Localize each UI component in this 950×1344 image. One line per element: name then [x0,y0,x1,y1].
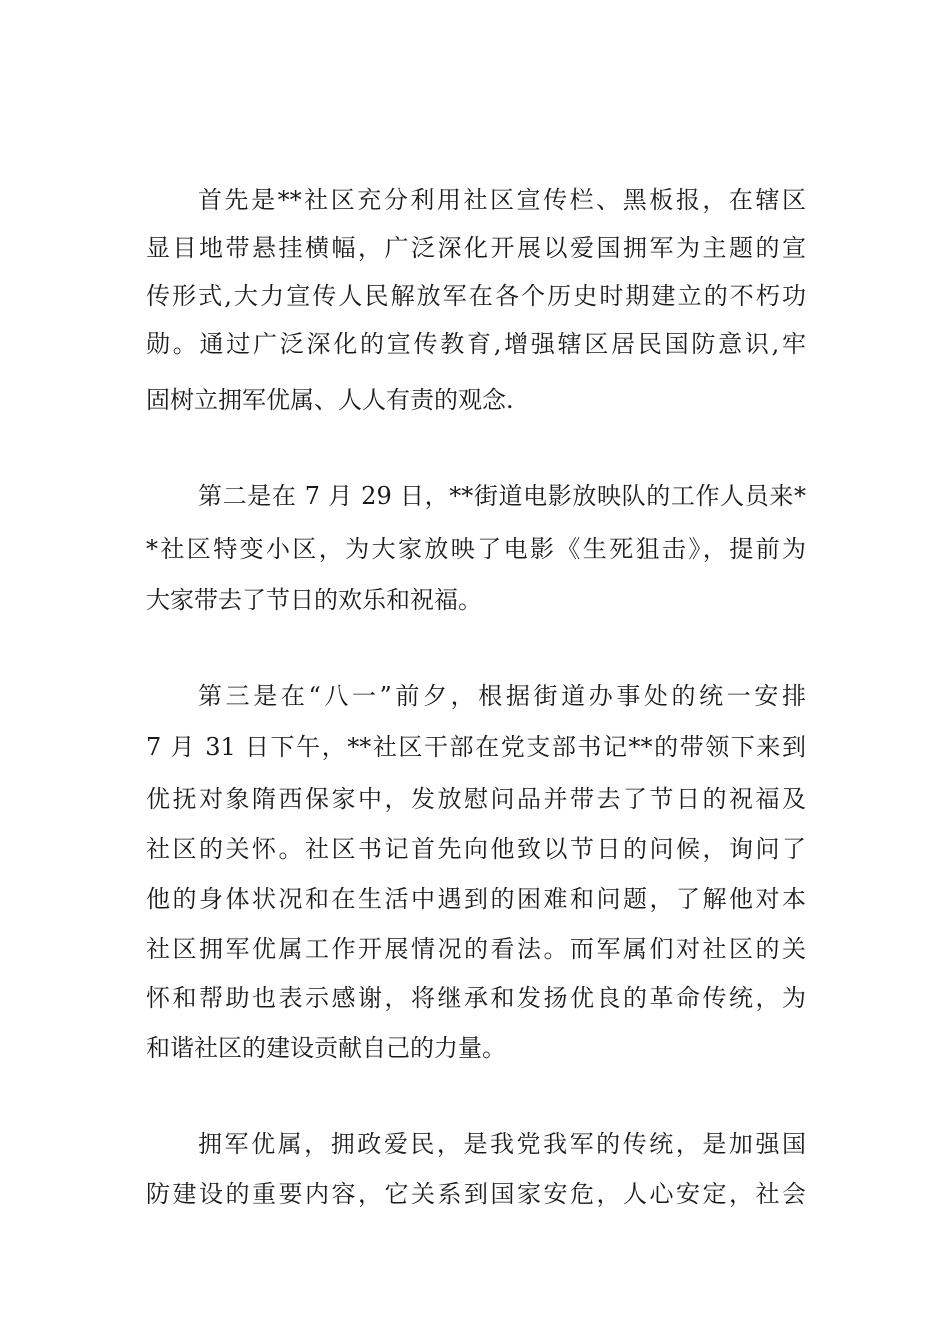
paragraph-line: 7 月 31 日下午，**社区干部在党支部书记**的带领下来到 [146,733,806,761]
paragraph-line: 优抚对象隋西保家中，发放慰问品并带去了节日的祝福及 [146,785,806,813]
paragraph-line: 第二是在 7 月 29 日，**街道电影放映队的工作人员来* [198,482,806,510]
paragraph-line: 防建设的重要内容，它关系到国家安危，人心安定，社会 [146,1180,806,1208]
paragraph-line: 第三是在“八一”前夕，根据街道办事处的统一安排 [198,682,806,710]
paragraph-line: 和谐社区的建设贡献自己的力量。 [146,1034,506,1062]
paragraph-line: 社区的关怀。社区书记首先向他致以节日的问候，询问了 [146,835,806,863]
paragraph-line: 大家带去了节日的欢乐和祝福。 [146,586,482,614]
paragraph-line: 怀和帮助也表示感谢，将继承和发扬优良的革命传统，为 [146,984,806,1012]
paragraph-line: *社区特变小区，为大家放映了电影《生死狙击》，提前为 [146,535,806,563]
paragraph-line: 传形式,大力宣传人民解放军在各个历史时期建立的不朽功 [146,282,806,310]
paragraph-line: 固树立拥军优属、人人有责的观念. [146,386,514,414]
paragraph-line: 显目地带悬挂横幅，广泛深化开展以爱国拥军为主题的宣 [146,234,806,262]
paragraph-line: 拥军优属，拥政爱民，是我党我军的传统，是加强国 [198,1130,806,1158]
paragraph-line: 他的身体状况和在生活中遇到的困难和问题，了解他对本 [146,885,806,913]
paragraph-line: 社区拥军优属工作开展情况的看法。而军属们对社区的关 [146,935,806,963]
paragraph-line: 勋。通过广泛深化的宣传教育,增强辖区居民国防意识,牢 [146,330,806,358]
paragraph-line: 首先是**社区充分利用社区宣传栏、黑板报，在辖区 [198,186,806,214]
